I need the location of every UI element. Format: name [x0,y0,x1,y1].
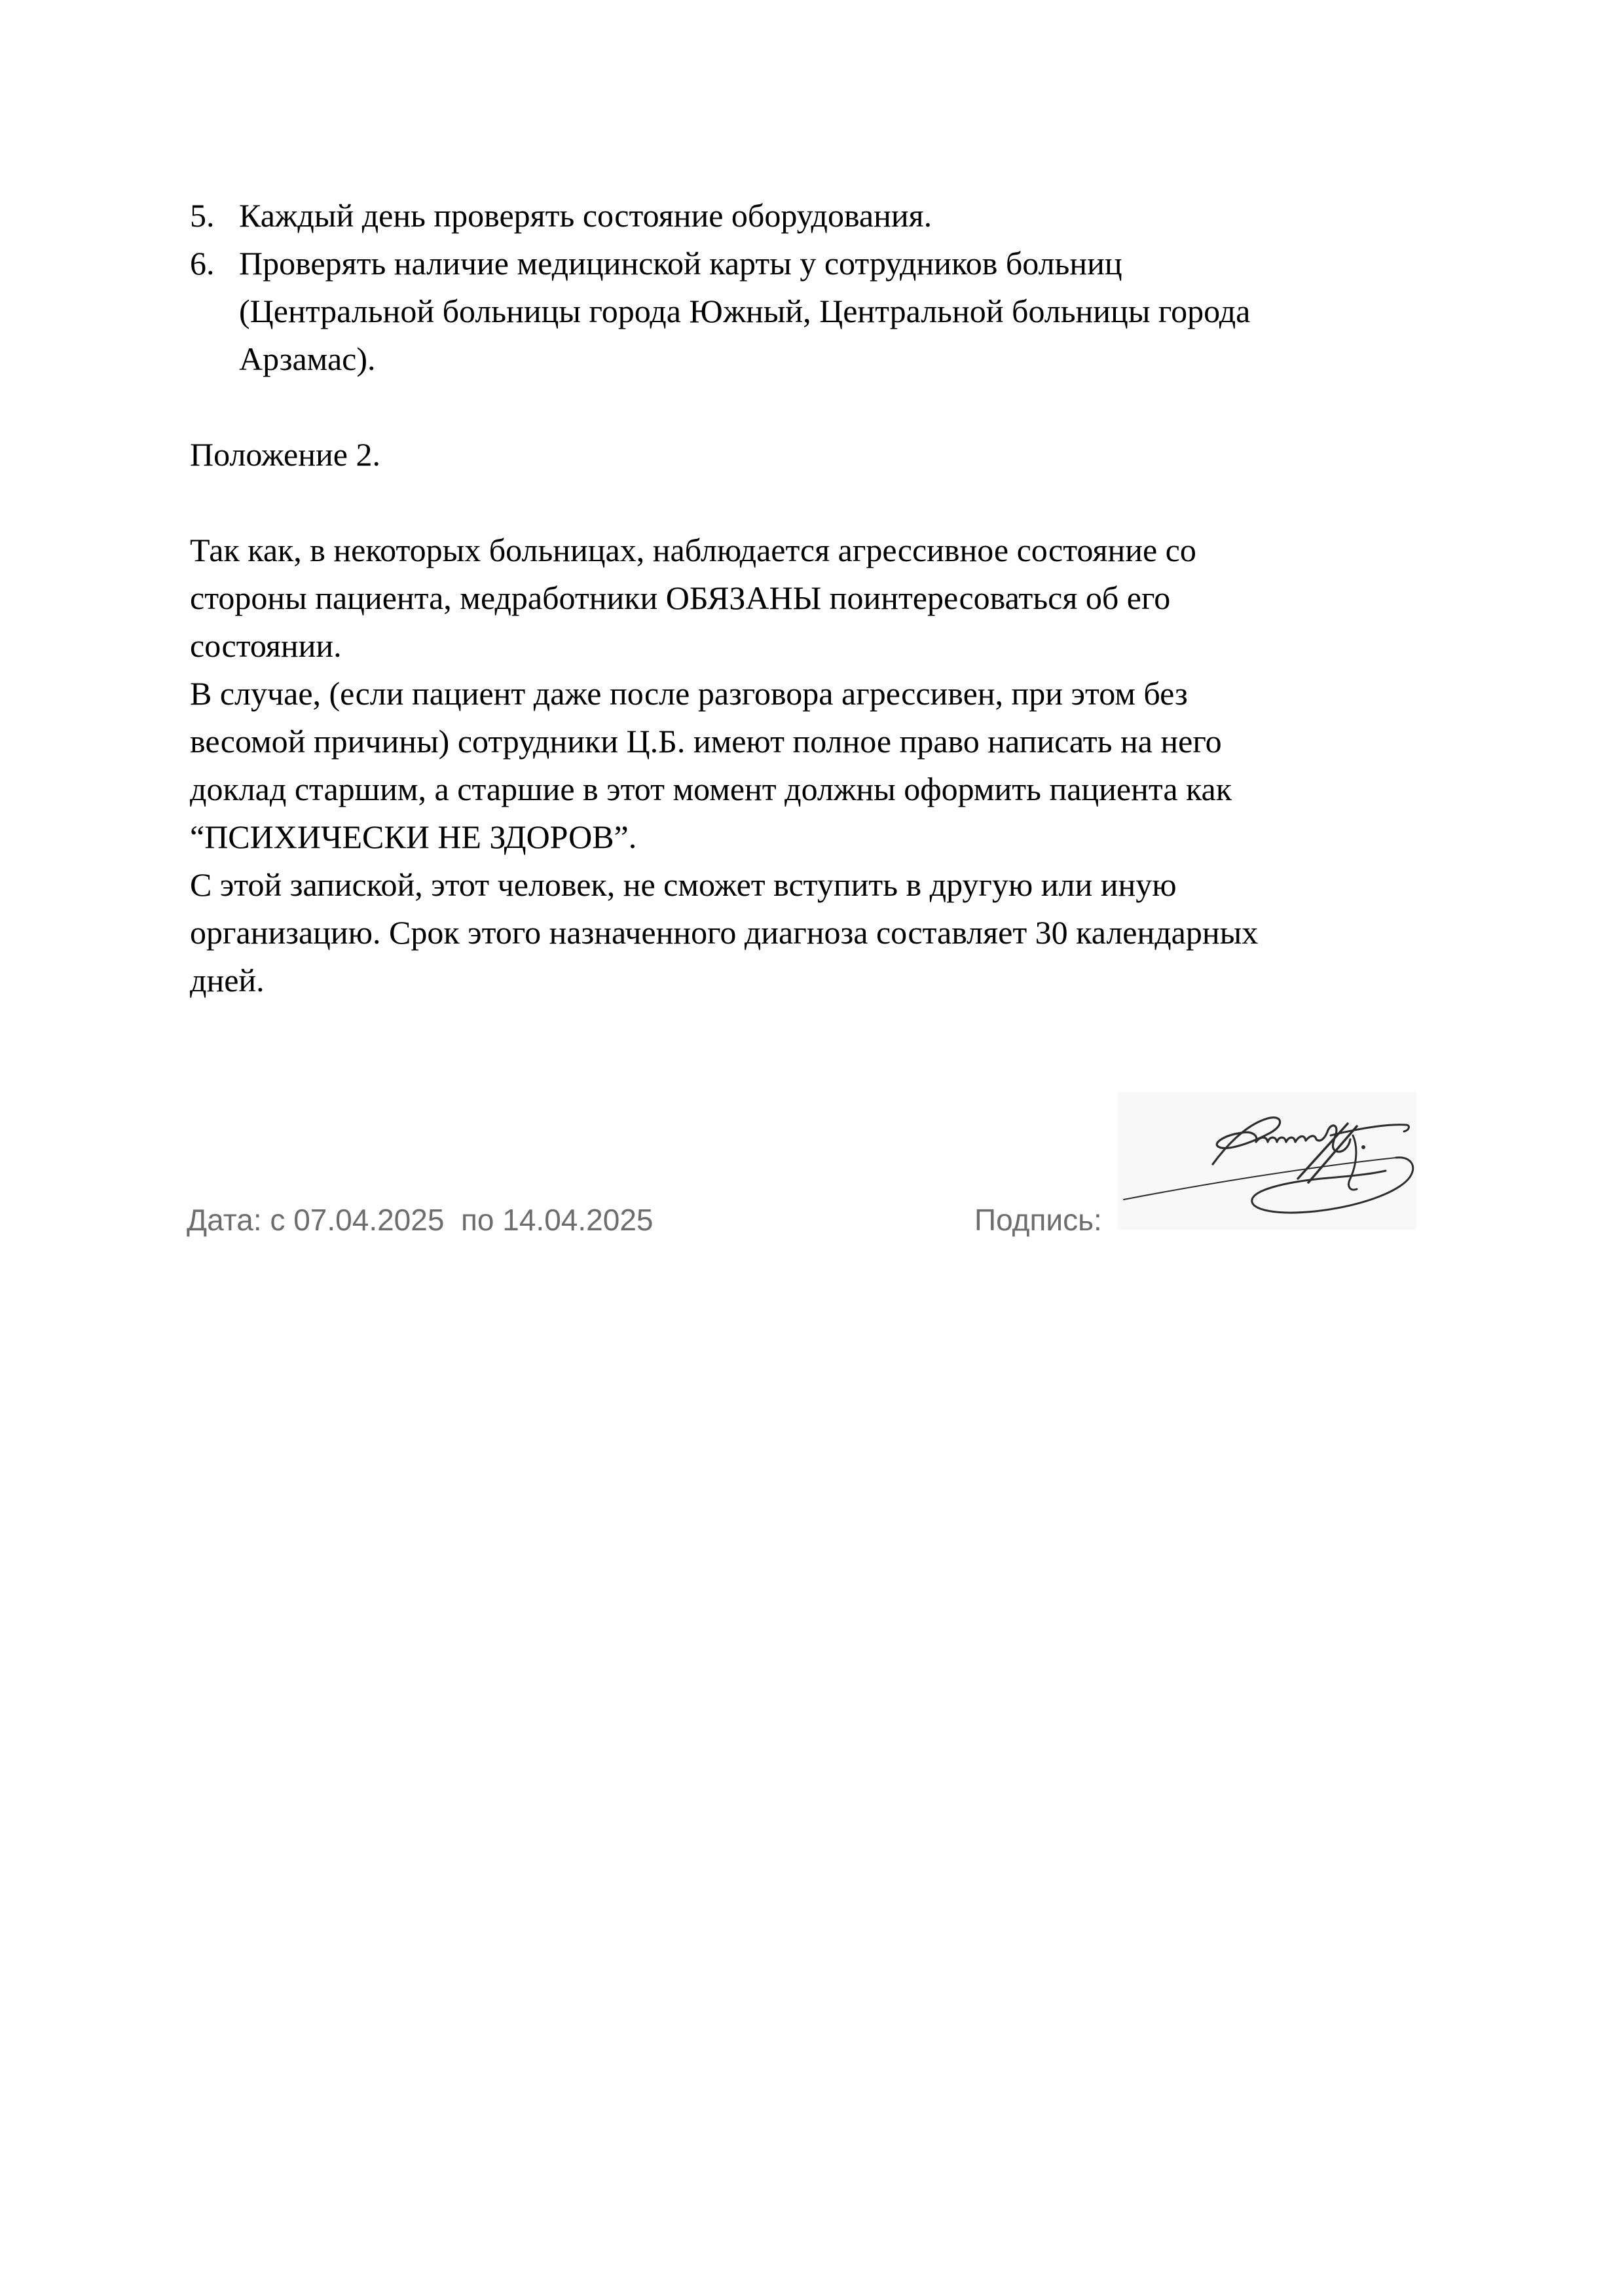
paragraph-line: С этой запиской, этот человек, не сможет вступить в другую или иную [190,866,1177,903]
paragraph-line: организацию. Срок этого назначенного диагноза составляет 30 календарных [190,914,1259,951]
list-item [190,240,1447,383]
paragraph-line: весомой причины) сотрудники Ц.Б. имеют полное право написать на него [190,723,1222,760]
list-item-number: 5. [190,197,215,234]
paragraph-line: стороны пациента, медработники ОБЯЗАНЫ поинтересоваться об его [190,579,1171,616]
date-label: Дата: с 07.04.2025 по 14.04.2025 [187,1203,654,1237]
paragraph [190,861,1447,1004]
signature-label: Подпись: [974,1203,1102,1237]
paragraph-line: “ПСИХИЧЕСКИ НЕ ЗДОРОВ”. [190,818,637,855]
list-item-number: 6. [190,245,215,282]
list-item-line: (Центральной больницы города Южный, Центральной больницы города [239,293,1251,329]
list-item-line: Проверять наличие медицинской карты у сотрудников больниц [239,245,1122,282]
paragraph-line: доклад старшим, а старшие в этот момент должны оформить пациента как [190,771,1232,807]
list-item-line: Арзамас). [239,340,376,377]
blank-line [190,479,1447,526]
paragraphs [190,526,1447,1004]
blank-line [190,383,1447,431]
list-item-text [239,192,932,240]
document-body [190,192,1447,1004]
numbered-list [190,192,1447,383]
list-item-line: Каждый день проверять состояние оборудования. [239,197,932,234]
list-item-text [239,240,1250,383]
list-item [190,192,1447,240]
paragraph [190,526,1447,670]
section-heading: Положение 2. [190,436,380,473]
paragraph-line: Так как, в некоторых больницах, наблюдается агрессивное состояние со [190,532,1196,568]
paragraph-line: состоянии. [190,627,342,664]
signature [1113,1087,1428,1238]
paragraph-line: дней. [190,962,265,999]
signature-icon [1113,1087,1428,1238]
paragraph-line: В случае, (если пациент даже после разговора агрессивен, при этом без [190,675,1188,712]
paragraph [190,670,1447,861]
